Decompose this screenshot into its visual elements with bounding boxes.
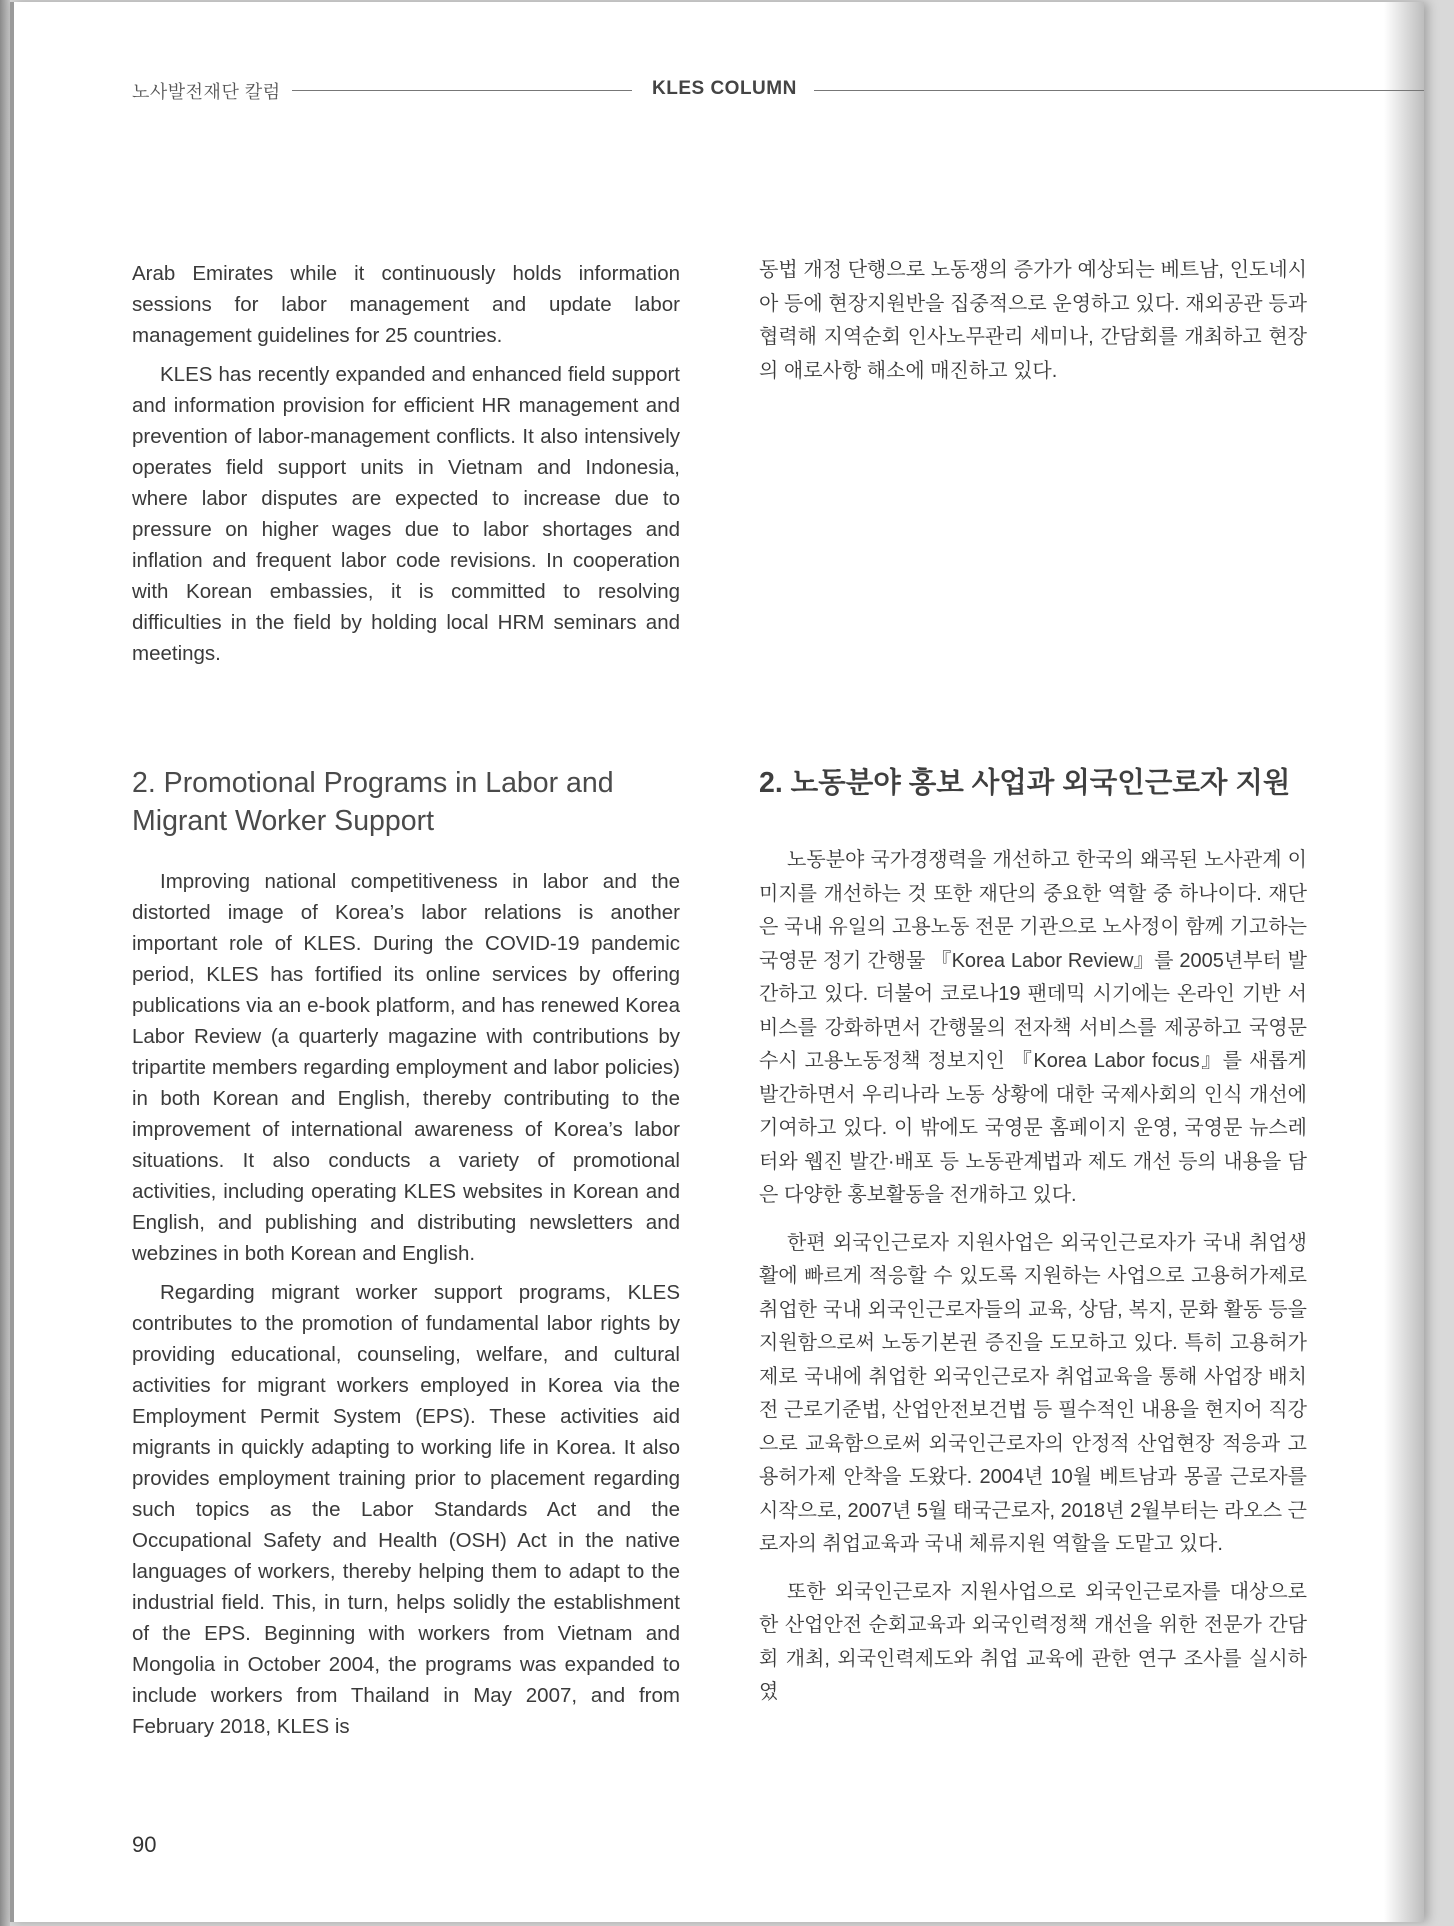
english-section (132, 764, 680, 1750)
korean-paragraph: 동법 개정 단행으로 노동쟁의 증가가 예상되는 베트남, 인도네시아 등에 현장지원반을 집중적으로 운영하고 있다. 재외공관 등과 협력해 지역순회 인사노무관리 세미나, 간담회를 개최하고 현장의 애로사항 해소에 매진하고 있다. (759, 259, 1307, 382)
korean-section (759, 764, 1307, 1724)
korean-top-block (759, 254, 1307, 402)
header-rule-left (292, 90, 632, 91)
korean-paragraph: 한편 외국인근로자 지원사업은 외국인근로자가 국내 취업생활에 빠르게 적응할 수 있도록 지원하는 사업으로 고용허가제로 취업한 국내 외국인근로자들의 교육, 상담, 복지, 문화 활동 등을 지원함으로써 노동기본권 증진을 도모하고 있다. 특히 고용허가제로 국내에 취업한 외국인근로자 취업교육을 통해 사업장 배치 전 근로기준법, 산업안전보건법 등 필수적인 내용을 현지어 직강으로 교육함으로써 외국인근로자의 안정적 산업현장 적응과 고용허가제 안착을 도왔다. 2004년 10월 베트남과 몽골 근로자를 시작으로, 2007년 5월 태국근로자, 2018년 2월부터는 라오스 근로자의 취업교육과 국내 체류지원 역할을 도맡고 있다. (759, 1231, 1307, 1555)
korean-section-title: 2. 노동분야 홍보 사업과 외국인근로자 지원 (759, 767, 1291, 799)
page-number: 90 (132, 1832, 157, 1857)
korean-paragraph: 또한 외국인근로자 지원사업으로 외국인근로자를 대상으로 한 산업안전 순회교육과 외국인력정책 개선을 위한 전문가 간담회 개최, 외국인력제도와 취업 교육에 관한 연구 조사를 실시하였 (759, 1580, 1307, 1703)
english-paragraph: Regarding migrant worker support programs, KLES contributes to the promotion of fundamental labor rights by providing educational, counseling, welfare, and cultural activities for migrant workers employed in Korea via the Employment Permit System (EPS). These activities aid migrants in quickly adapting to working life in Korea. It also provides employment training prior to placement regarding such topics as the Labor Standards Act and the Occupational Safety and Health (OSH) Act in the native languages of workers, thereby helping them to adapt to the industrial field. This, in turn, helps solidly the establishment of the EPS. Beginning with workers from Vietnam and Mongolia in October 2004, the programs was expanded to include workers from Thailand in May 2007, and from February 2018, KLES is (132, 1281, 680, 1738)
english-section-title: 2. Promotional Programs in Labor and Migrant Worker Support (132, 767, 614, 837)
english-paragraph: Arab Emirates while it continuously holds information sessions for labor management and update labor management guidelines for 25 countries. (132, 262, 680, 347)
english-paragraph: Improving national competitiveness in labor and the distorted image of Korea’s labor relations is another important role of KLES. During the COVID-19 pandemic period, KLES has fortified its online services by offering publications via an e-book platform, and has renewed Korea Labor Review (a quarterly magazine with contributions by tripartite members regarding employment and labor policies) in both Korean and English, thereby contributing to the improvement of international awareness of Korea’s labor situations. It also conducts a variety of promotional activities, including operating KLES websites in Korean and English, and publishing and distributing newsletters and webzines in both Korean and English. (132, 870, 680, 1265)
header-korean-label: 노사발전재단 칼럼 (132, 82, 281, 102)
running-header (132, 78, 1424, 108)
english-paragraph: KLES has recently expanded and enhanced field support and information provision for efficient HR management and prevention of labor-management conflicts. It also intensively operates field support units in Vietnam and Indonesia, where labor disputes are expected to increase due to pressure on higher wages due to labor shortages and inflation and frequent labor code revisions. In cooperation with Korean embassies, it is committed to resolving difficulties in the field by holding local HRM seminars and meetings. (132, 363, 680, 665)
page-edge-shadow (1384, 2, 1424, 1922)
english-top-block (132, 258, 680, 677)
binding-gutter (0, 0, 10, 1926)
korean-paragraph: 노동분야 국가경쟁력을 개선하고 한국의 왜곡된 노사관계 이미지를 개선하는 것 또한 재단의 중요한 역할 중 하나이다. 재단은 국내 유일의 고용노동 전문 기관으로 노사정이 함께 기고하는 국영문 정기 간행물 『Korea Labor Review』를 2005년부터 발간하고 있다. 더불어 코로나19 팬데믹 시기에는 온라인 기반 서비스를 강화하면서 간행물의 전자책 서비스를 제공하고 국영문 수시 고용노동정책 정보지인 『Korea Labor focus』를 새롭게 발간하면서 우리나라 노동 상황에 대한 국제사회의 인식 개선에 기여하고 있다. 이 밖에도 국영문 홈페이지 운영, 국영문 뉴스레터와 웹진 발간·배포 등 노동관계법과 제도 개선 등의 내용을 담은 다양한 홍보활동을 전개하고 있다. (759, 849, 1307, 1206)
header-column-label: KLES COLUMN (652, 78, 797, 99)
magazine-page (10, 2, 1424, 1922)
header-rule-right (814, 90, 1424, 91)
